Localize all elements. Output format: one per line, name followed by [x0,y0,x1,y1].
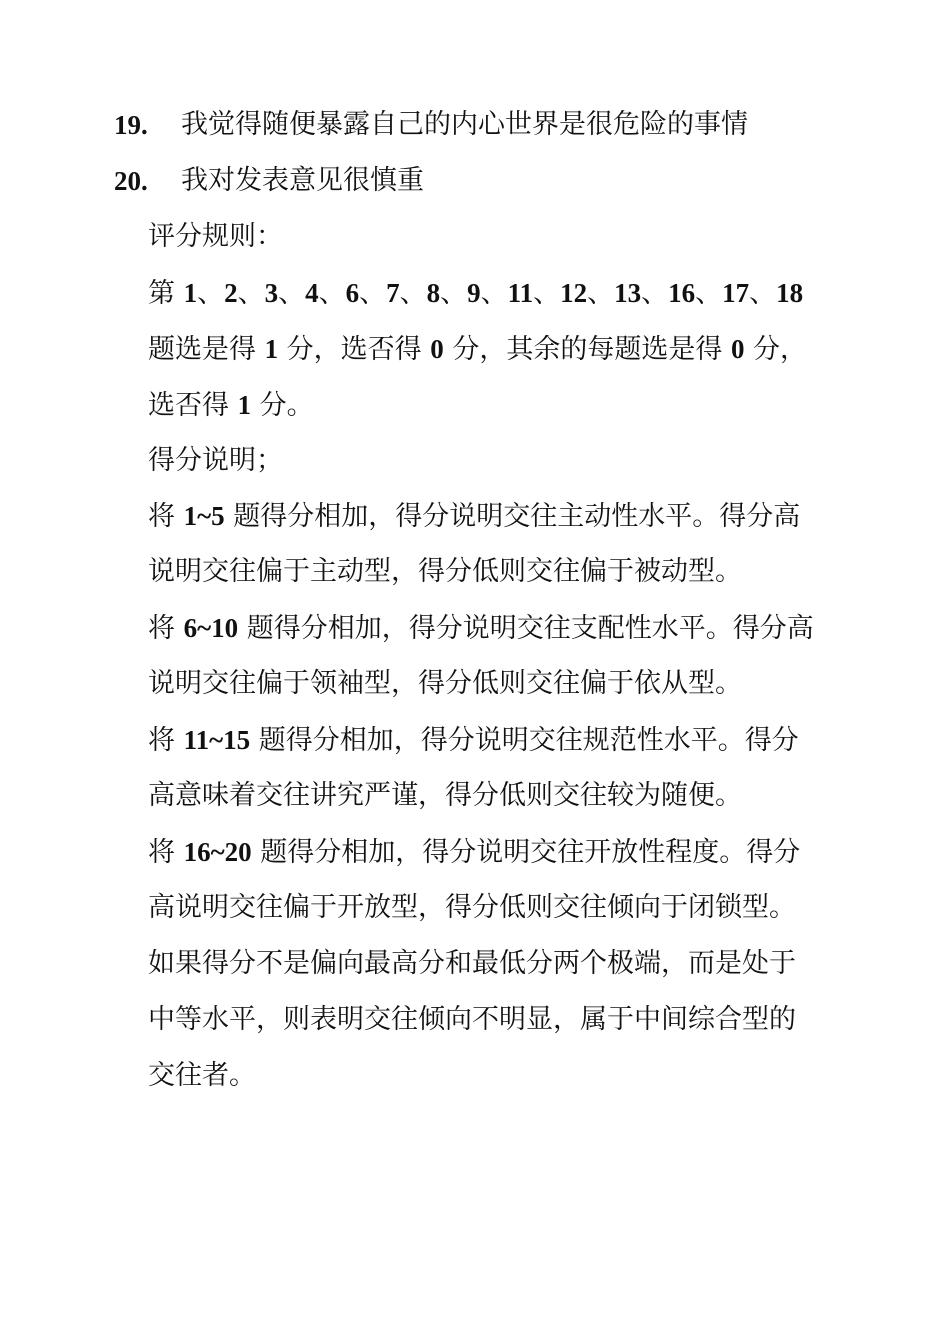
question-text: 我觉得随便暴露自己的内心世界是很危险的事情 [181,109,748,140]
text-run: 选否得 [148,390,238,421]
score-explanation-line [148,888,796,928]
text-run: 、 [533,278,561,309]
question-number: 19. [114,110,148,140]
score-explanation-line [148,1056,256,1096]
text-run: 、 [641,278,669,309]
text-run: 高说明交往偏于开放型，得分低则交往倾向于闭锁型。 [148,892,796,923]
score-explanation-line [148,832,800,872]
text-run: 、 [359,278,387,309]
text-run: 如果得分不是偏向最高分和最低分两个极端，而是处于 [148,948,796,979]
text-run: 将 [148,613,184,644]
bold-number: 2 [224,278,238,308]
text-run: 分，其余的每题选是得 [443,334,731,365]
text-run: 第 [148,278,184,309]
scoring-rules-line [148,385,314,425]
score-explanation-line [148,496,800,536]
text-run: 、 [237,278,265,309]
text-run: 、 [399,278,427,309]
scoring-rules-line [148,273,803,313]
text-run: 分， [744,334,808,365]
bold-number: 1 [264,334,279,364]
score-explanation-line [148,776,742,816]
text-run: 分，选否得 [278,334,431,365]
scoring-rules-heading: 评分规则： [148,221,283,252]
bold-number: 1~5 [183,501,225,531]
bold-number: 0 [430,334,444,364]
text-run: 、 [749,278,777,309]
text-run: 高意味着交往讲究严谨，得分低则交往较为随便。 [148,780,742,811]
score-explanation-heading: 得分说明； [148,445,283,476]
text-run: 、 [278,278,306,309]
text-run: 说明交往偏于领袖型，得分低则交往偏于依从型。 [148,668,742,699]
text-run: 、 [318,278,346,309]
bold-number: 16 [668,278,696,308]
bold-number: 0 [730,334,745,364]
text-run: 、 [480,278,508,309]
scoring-rules-line [148,329,807,369]
text-run: 中等水平，则表明交往倾向不明显，属于中间综合型的 [148,1004,796,1035]
score-explanation-line [148,608,814,648]
bold-number: 7 [386,278,400,308]
bold-number: 12 [560,278,588,308]
text-run: 分。 [251,390,314,421]
text-run: 、 [587,278,615,309]
bold-number: 8 [426,278,441,308]
bold-number: 4 [305,278,319,308]
text-run: 交往者。 [148,1060,256,1091]
text-run: 题得分相加，得分说明交往支配性水平。得分高 [238,613,814,644]
score-explanation-line [148,1000,796,1040]
bold-number: 18 [776,278,804,308]
question-number: 20. [114,166,148,196]
text-run: 题得分相加，得分说明交往开放性程度。得分 [251,837,801,868]
bold-number: 3 [264,278,279,308]
text-run: 将 [148,725,184,756]
bold-number: 1 [183,278,198,308]
text-run: 将 [148,501,184,532]
score-explanation-line [148,720,799,760]
bold-number: 6 [345,278,360,308]
score-explanation-line [148,664,742,704]
score-explanation-line [148,944,796,984]
bold-number: 16~20 [183,837,252,867]
text-run: 说明交往偏于主动型，得分低则交往偏于被动型。 [148,556,742,587]
score-explanation-line [148,552,742,592]
bold-number: 17 [722,278,750,308]
text-run: 、 [440,278,468,309]
text-run: 题选是得 [148,334,265,365]
text-run: 题得分相加，得分说明交往主动性水平。得分高 [224,501,801,532]
bold-number: 9 [467,278,481,308]
question-text: 我对发表意见很慎重 [181,165,424,196]
bold-number: 11 [507,278,534,308]
bold-number: 13 [614,278,642,308]
bold-number: 11~15 [183,725,251,755]
bold-number: 1 [237,390,252,420]
text-run: 、 [197,278,225,309]
text-run: 、 [695,278,723,309]
text-run: 将 [148,837,184,868]
text-run: 题得分相加，得分说明交往规范性水平。得分 [250,725,799,756]
bold-number: 6~10 [183,613,239,643]
